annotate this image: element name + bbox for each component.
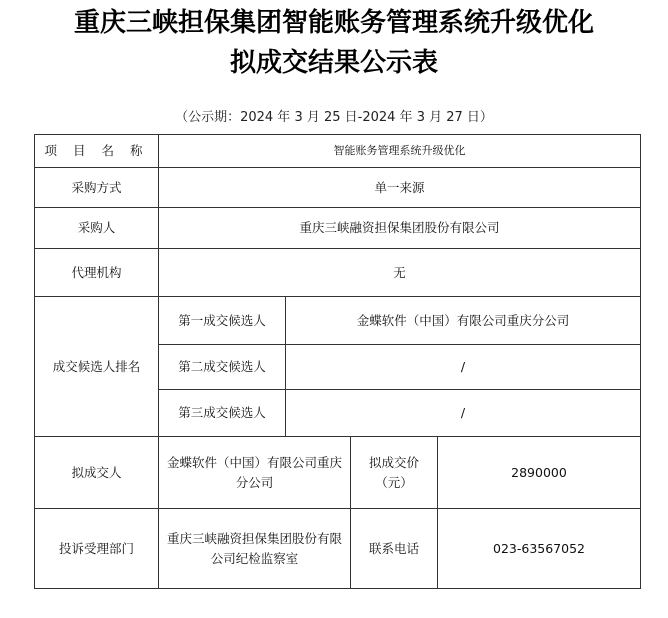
purchaser-value: 重庆三峡融资担保集团股份有限公司: [159, 208, 641, 249]
candidate-rank: 第三成交候选人: [159, 390, 286, 437]
candidates-label: 成交候选人排名: [35, 297, 159, 437]
complaint-label: 投诉受理部门: [35, 509, 159, 589]
result-table: [34, 134, 641, 589]
candidate-name: /: [286, 390, 641, 437]
publicity-period: （公示期：2024 年 3 月 25 日-2024 年 3 月 27 日）: [175, 110, 493, 125]
document-title-line-1: 重庆三峡担保集团智能账务管理系统升级优化: [73, 8, 594, 38]
project-value: 智能账务管理系统升级优化: [159, 135, 641, 168]
candidate-name: 金蝶软件（中国）有限公司重庆分公司: [286, 297, 641, 345]
method-label: 采购方式: [35, 168, 159, 208]
phone-value: 023-63567052: [438, 509, 641, 589]
candidate-name: /: [286, 345, 641, 390]
agency-label: 代理机构: [35, 249, 159, 297]
project-label: 项 目 名 称: [35, 135, 159, 168]
row-agency: [35, 249, 641, 297]
row-winner: [35, 437, 641, 509]
winner-price: 2890000: [438, 437, 641, 509]
winner-name: 金蝶软件（中国）有限公司重庆分公司: [159, 437, 351, 509]
method-value: 单一来源: [159, 168, 641, 208]
winner-price-label: 拟成交价（元）: [351, 437, 438, 509]
row-method: [35, 168, 641, 208]
agency-value: 无: [159, 249, 641, 297]
row-project: [35, 135, 641, 168]
row-complaint: [35, 509, 641, 589]
candidate-rank: 第二成交候选人: [159, 345, 286, 390]
purchaser-label: 采购人: [35, 208, 159, 249]
candidate-rank: 第一成交候选人: [159, 297, 286, 345]
complaint-dept: 重庆三峡融资担保集团股份有限公司纪检监察室: [159, 509, 351, 589]
document-title-line-2: 拟成交结果公示表: [229, 48, 438, 78]
phone-label: 联系电话: [351, 509, 438, 589]
row-purchaser: [35, 208, 641, 249]
row-candidate-1: [35, 297, 641, 345]
winner-label: 拟成交人: [35, 437, 159, 509]
